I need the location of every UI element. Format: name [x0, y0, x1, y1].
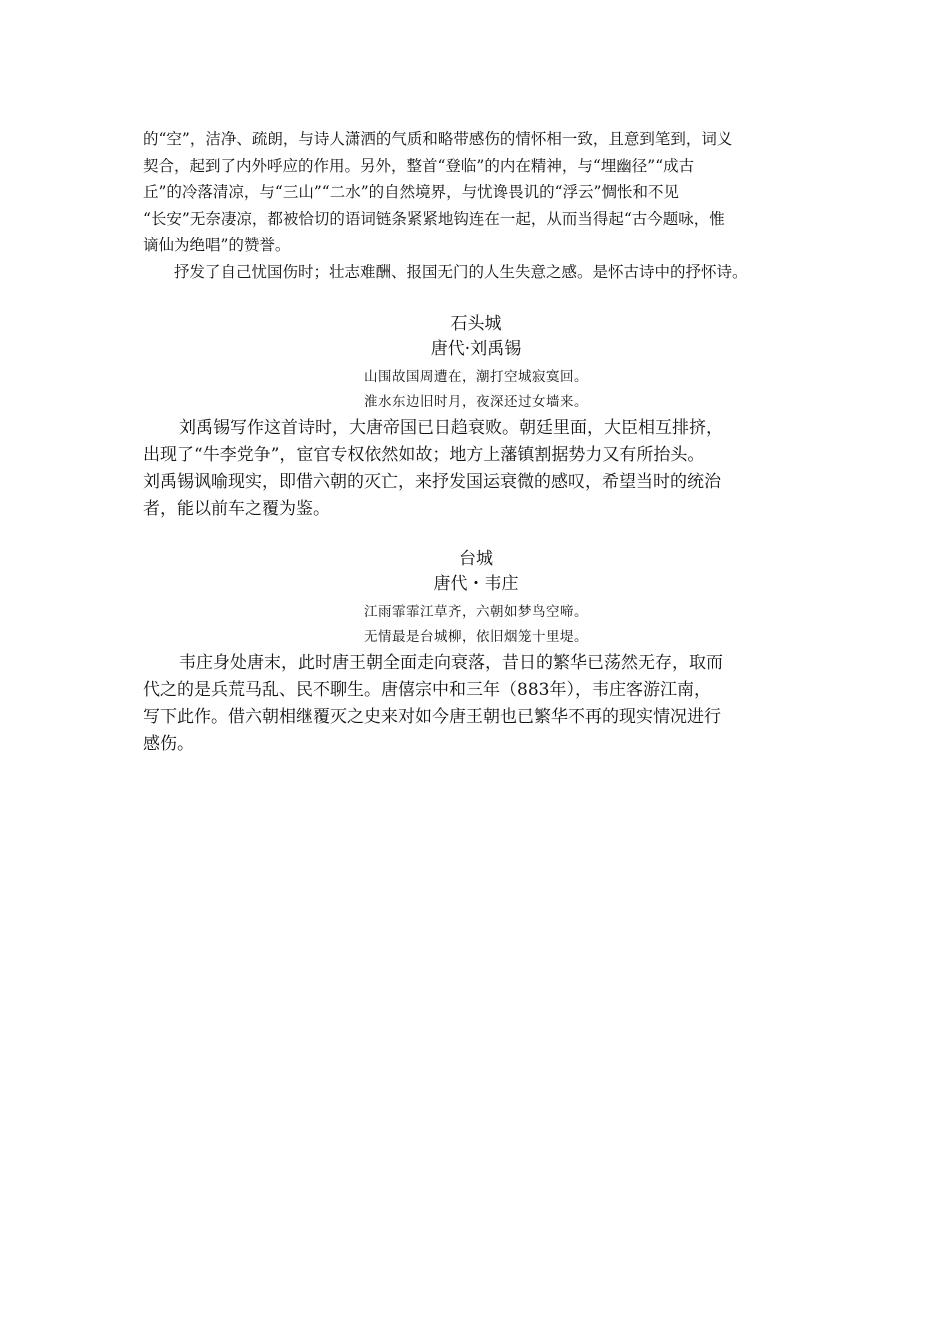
commentary-line: 写下此作。借六朝相继覆灭之史来对如今唐王朝也已繁华不再的现实情况进行	[143, 707, 721, 727]
poem-commentary	[143, 650, 809, 758]
commentary-line: 出现了“牛李党争”，宦官专权依然如故；地方上藩镇割据势力又有所抬头。	[143, 445, 705, 465]
intro-line: “长安”无奈凄凉，都被恰切的语词链条紧紧地钩连在一起，从而当得起“古今题咏，惟	[143, 209, 725, 228]
intro-line: 契合，起到了内外呼应的作用。另外，整首“登临”的内在精神，与“埋幽径”“成古	[143, 156, 695, 175]
poem-author: 唐代·刘禹锡	[430, 339, 522, 359]
poem-author: 唐代・韦庄	[433, 574, 519, 594]
intro-line: 丘”的冷落清凉，与“三山”“二水”的自然境界，与忧谗畏讥的“浮云”惆怅和不见	[143, 183, 679, 201]
commentary-line: 感伤。	[143, 734, 194, 754]
poem-title: 石头城	[450, 314, 502, 334]
poem-line: 江雨霏霏江草齐，六朝如梦鸟空啼。	[364, 604, 588, 620]
poem-title: 台城	[459, 549, 493, 569]
intro-summary: 抒发了自己忧国伤时；壮志难酬、报国无门的人生失意之感。是怀古诗中的抒怀诗。	[174, 262, 748, 281]
intro-paragraph	[143, 126, 809, 285]
intro-line: 谪仙为绝唱”的赞誉。	[143, 236, 291, 254]
poem-line: 无情最是台城柳，依旧烟笼十里堤。	[364, 629, 588, 645]
poem-section	[143, 312, 809, 523]
document-page	[143, 126, 809, 758]
poem-section	[143, 547, 809, 758]
commentary-line: 韦庄身处唐末，此时唐王朝全面走向衰落，昔日的繁华已荡然无存，取而	[179, 653, 723, 673]
poem-commentary	[143, 415, 809, 523]
commentary-line: 代之的是兵荒马乱、民不聊生。唐僖宗中和三年（883年），韦庄客游江南，	[143, 680, 711, 700]
commentary-line: 者，能以前车之覆为鉴。	[143, 499, 330, 519]
commentary-line: 刘禹锡讽喻现实，即借六朝的灭亡，来抒发国运衰微的感叹，希望当时的统治	[143, 472, 721, 492]
intro-line: 的“空”，洁净、疏朗，与诗人潇洒的气质和略带感伤的情怀相一致，且意到笔到，词义	[143, 130, 733, 148]
poem-line: 山围故国周遭在，潮打空城寂寞回。	[364, 369, 588, 385]
commentary-line: 刘禹锡写作这首诗时，大唐帝国已日趋衰败。朝廷里面，大臣相互排挤，	[179, 418, 723, 438]
poem-line: 淮水东边旧时月，夜深还过女墙来。	[364, 394, 588, 410]
